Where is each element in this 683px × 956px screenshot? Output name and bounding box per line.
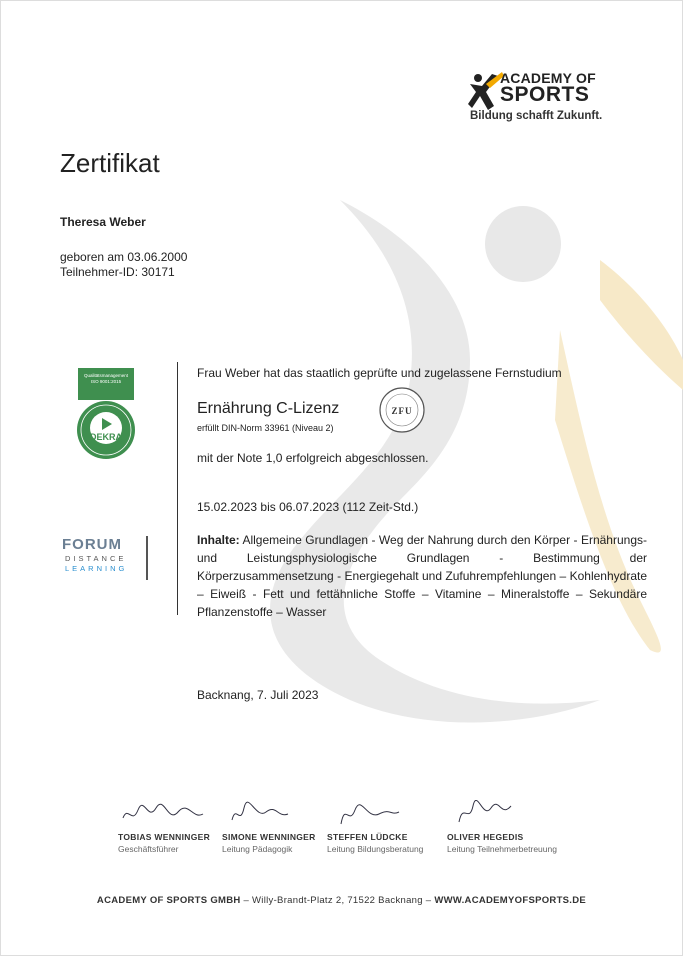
certificate-title: Zertifikat [60, 148, 160, 178]
intro-text: Frau Weber hat das staatlich geprüfte und zugelassene Fernstudium [197, 366, 562, 380]
forum-line3: LEARNING [65, 564, 128, 573]
footer-company: ACADEMY OF SPORTS GMBH [96, 895, 241, 906]
contents-text: Allgemeine Grundlagen - Weg der Nahrung durch den Körper - Ernährungs- und Leistungsphysiologische Grundlagen - Bestimmung der Körperzusammensetzung - Energiegehalt und Zufuhrempfehlungen – Kohlenhydrate – Eiweiß - Fett und fettähnliche Stoffe – Vitamine – Mineralstoffe – Sekundäre Pflanzenstoffe – Wasser [197, 533, 647, 619]
signature-scribble-icon [118, 800, 208, 828]
course-contents [197, 531, 647, 621]
dekra-label: DEKRA [89, 432, 123, 442]
contents-label: Inhalte: [197, 533, 240, 547]
vertical-divider [177, 362, 178, 615]
signature-name: SIMONE WENNINGER [222, 832, 316, 842]
grade-line: mit der Note 1,0 erfolgreich abgeschlossen. [197, 451, 429, 465]
signature-role: Leitung Pädagogik [222, 844, 293, 854]
zfu-seal-icon [378, 386, 426, 434]
course-title: Ernährung C-Lizenz [197, 400, 340, 417]
signature-role: Geschäftsführer [118, 844, 179, 854]
logo-line1: ACADEMY OF [500, 70, 596, 86]
signature-role: Leitung Teilnehmerbetreuung [447, 844, 557, 854]
forum-distance-learning-logo [62, 530, 157, 585]
logo-tagline: Bildung schafft Zukunft. [470, 110, 603, 122]
signature-name: STEFFEN LÜDCKE [327, 832, 408, 842]
forum-line1: FORUM [62, 536, 122, 553]
signature-role: Leitung Bildungsberatung [327, 844, 424, 854]
logo-line2: SPORTS [500, 83, 590, 106]
footer [0, 895, 683, 906]
signature-scribble-icon [327, 800, 417, 828]
zfu-label: ZFU [391, 406, 413, 416]
svg-text:Qualitätsmanagement: Qualitätsmanagement [83, 373, 129, 378]
footer-website: WWW.ACADEMYOFSPORTS.DE [434, 895, 587, 906]
place-date: Backnang, 7. Juli 2023 [197, 688, 319, 702]
athlete-icon [468, 70, 504, 112]
participant-name: Theresa Weber [60, 215, 146, 229]
signature-name: TOBIAS WENNINGER [118, 832, 211, 842]
academy-logo [468, 70, 608, 130]
signature-scribble-icon [222, 800, 312, 828]
course-period: 15.02.2023 bis 06.07.2023 (112 Zeit-Std.) [197, 500, 419, 514]
footer-address: – Willy-Brandt-Platz 2, 71522 Backnang – [240, 895, 435, 906]
dekra-seal-icon [76, 368, 136, 466]
svg-text:ISO 9001:2015: ISO 9001:2015 [90, 379, 122, 384]
signature-scribble-icon [447, 800, 537, 828]
birth-date: geboren am 03.06.2000 [60, 250, 188, 264]
forum-line2: DISTANCE [65, 554, 127, 563]
course-norm: erfüllt DIN-Norm 33961 (Niveau 2) [197, 423, 334, 433]
participant-id: Teilnehmer-ID: 30171 [60, 265, 175, 279]
signature-name: OLIVER HEGEDIS [447, 832, 524, 842]
